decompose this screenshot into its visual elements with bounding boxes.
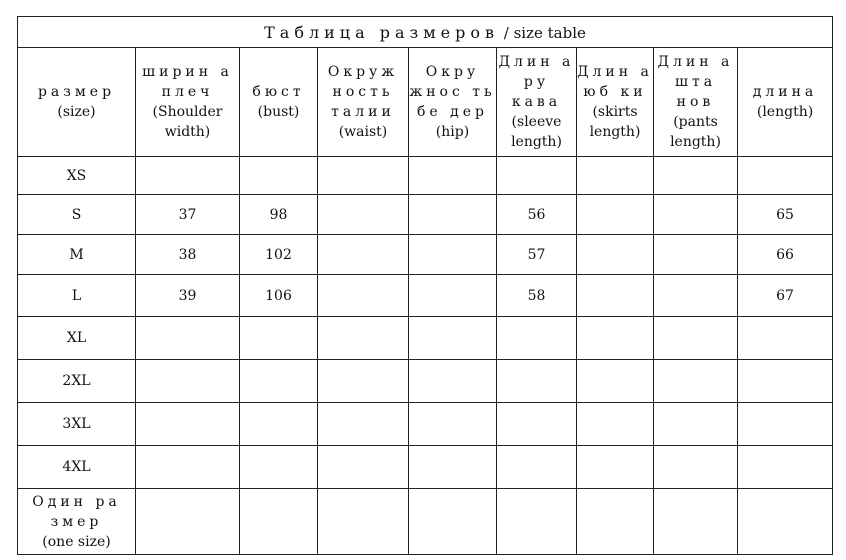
header-pants-en: (pants length): [670, 114, 721, 150]
waist-cell: [318, 489, 409, 555]
size-table-sheet: [17, 16, 832, 556]
header-hip: [409, 48, 497, 157]
length-cell: [738, 489, 833, 555]
bust-cell: 106: [240, 275, 318, 317]
header-pants-ru: Длин а шта нов: [657, 54, 734, 110]
skirt-cell: [577, 235, 654, 275]
bust-cell: [240, 317, 318, 360]
size-cell: S: [18, 195, 136, 235]
sleeve-cell: [497, 446, 577, 489]
header-sleeve-ru: Длин а ру кава: [498, 54, 575, 110]
sleeve-cell: [497, 157, 577, 195]
shoulder-cell: [136, 317, 240, 360]
table-row: [18, 275, 833, 317]
skirt-cell: [577, 489, 654, 555]
bust-cell: [240, 446, 318, 489]
length-cell: 65: [738, 195, 833, 235]
table-row: [18, 235, 833, 275]
shoulder-cell: [136, 446, 240, 489]
size-cell: 4XL: [18, 446, 136, 489]
title-ru: Таблица размеров: [264, 22, 500, 42]
size-table: [17, 16, 833, 555]
header-size-ru: размер: [37, 84, 116, 100]
one-size-ru: Один ра змер: [32, 493, 121, 530]
bust-cell: [240, 489, 318, 555]
header-row: [18, 48, 833, 157]
bust-cell: 98: [240, 195, 318, 235]
length-cell: [738, 446, 833, 489]
sleeve-cell: [497, 317, 577, 360]
header-skirt-en: (skirts length): [589, 104, 641, 140]
skirt-cell: [577, 403, 654, 446]
header-waist-ru: Окруж ность талии: [327, 64, 399, 120]
title-en: size table: [513, 23, 586, 42]
table-row: [18, 446, 833, 489]
shoulder-cell: [136, 403, 240, 446]
skirt-cell: [577, 275, 654, 317]
table-row: [18, 317, 833, 360]
skirt-cell: [577, 157, 654, 195]
pants-cell: [654, 317, 738, 360]
waist-cell: [318, 446, 409, 489]
skirt-cell: [577, 446, 654, 489]
length-cell: 67: [738, 275, 833, 317]
size-cell: 3XL: [18, 403, 136, 446]
header-sleeve-en: (sleeve length): [511, 114, 562, 150]
hip-cell: [409, 195, 497, 235]
header-skirt-ru: Длин а юб ки: [577, 64, 653, 100]
size-cell: XS: [18, 157, 136, 195]
hip-cell: [409, 489, 497, 555]
waist-cell: [318, 403, 409, 446]
header-waist: [318, 48, 409, 157]
header-size: [18, 48, 136, 157]
hip-cell: [409, 360, 497, 403]
shoulder-cell: [136, 360, 240, 403]
pants-cell: [654, 489, 738, 555]
table-row-one-size: [18, 489, 833, 555]
sleeve-cell: 57: [497, 235, 577, 275]
waist-cell: [318, 275, 409, 317]
header-shoulder-ru: ширин а плеч: [142, 64, 233, 100]
waist-cell: [318, 195, 409, 235]
waist-cell: [318, 360, 409, 403]
hip-cell: [409, 157, 497, 195]
length-cell: [738, 360, 833, 403]
header-bust-ru: бюст: [252, 84, 305, 100]
sleeve-cell: [497, 360, 577, 403]
one-size-en: (one size): [42, 533, 111, 550]
pants-cell: [654, 446, 738, 489]
header-length: [738, 48, 833, 157]
sleeve-cell: 58: [497, 275, 577, 317]
sleeve-cell: [497, 403, 577, 446]
length-cell: [738, 317, 833, 360]
shoulder-cell: 38: [136, 235, 240, 275]
header-sleeve: [497, 48, 577, 157]
table-row: [18, 157, 833, 195]
length-cell: [738, 403, 833, 446]
sleeve-cell: 56: [497, 195, 577, 235]
header-length-ru: длина: [752, 84, 818, 100]
header-skirt: [577, 48, 654, 157]
bust-cell: [240, 360, 318, 403]
pants-cell: [654, 235, 738, 275]
header-hip-ru: Окру жнос ть бе дер: [409, 64, 496, 120]
pants-cell: [654, 195, 738, 235]
header-waist-en: (waist): [338, 124, 388, 140]
waist-cell: [318, 235, 409, 275]
shoulder-cell: [136, 157, 240, 195]
table-row: [18, 360, 833, 403]
header-shoulder-en: (Shoulder width): [152, 104, 223, 140]
shoulder-cell: [136, 489, 240, 555]
length-cell: 66: [738, 235, 833, 275]
waist-cell: [318, 157, 409, 195]
hip-cell: [409, 275, 497, 317]
skirt-cell: [577, 317, 654, 360]
header-hip-en: (hip): [435, 124, 470, 140]
header-size-en: (size): [57, 104, 96, 120]
skirt-cell: [577, 360, 654, 403]
header-shoulder: [136, 48, 240, 157]
size-cell: 2XL: [18, 360, 136, 403]
table-row: [18, 195, 833, 235]
shoulder-cell: 37: [136, 195, 240, 235]
hip-cell: [409, 317, 497, 360]
hip-cell: [409, 235, 497, 275]
hip-cell: [409, 403, 497, 446]
pants-cell: [654, 403, 738, 446]
hip-cell: [409, 446, 497, 489]
bust-cell: [240, 403, 318, 446]
table-row: [18, 403, 833, 446]
header-bust: [240, 48, 318, 157]
pants-cell: [654, 275, 738, 317]
title-separator: /: [499, 23, 514, 42]
waist-cell: [318, 317, 409, 360]
header-length-en: (length): [756, 104, 814, 120]
bust-cell: 102: [240, 235, 318, 275]
pants-cell: [654, 157, 738, 195]
one-size-cell: [18, 489, 136, 555]
size-cell: L: [18, 275, 136, 317]
size-cell: M: [18, 235, 136, 275]
header-bust-en: (bust): [257, 104, 300, 120]
header-pants: [654, 48, 738, 157]
pants-cell: [654, 360, 738, 403]
length-cell: [738, 157, 833, 195]
table-title: [18, 17, 833, 48]
size-cell: XL: [18, 317, 136, 360]
skirt-cell: [577, 195, 654, 235]
bust-cell: [240, 157, 318, 195]
shoulder-cell: 39: [136, 275, 240, 317]
sleeve-cell: [497, 489, 577, 555]
